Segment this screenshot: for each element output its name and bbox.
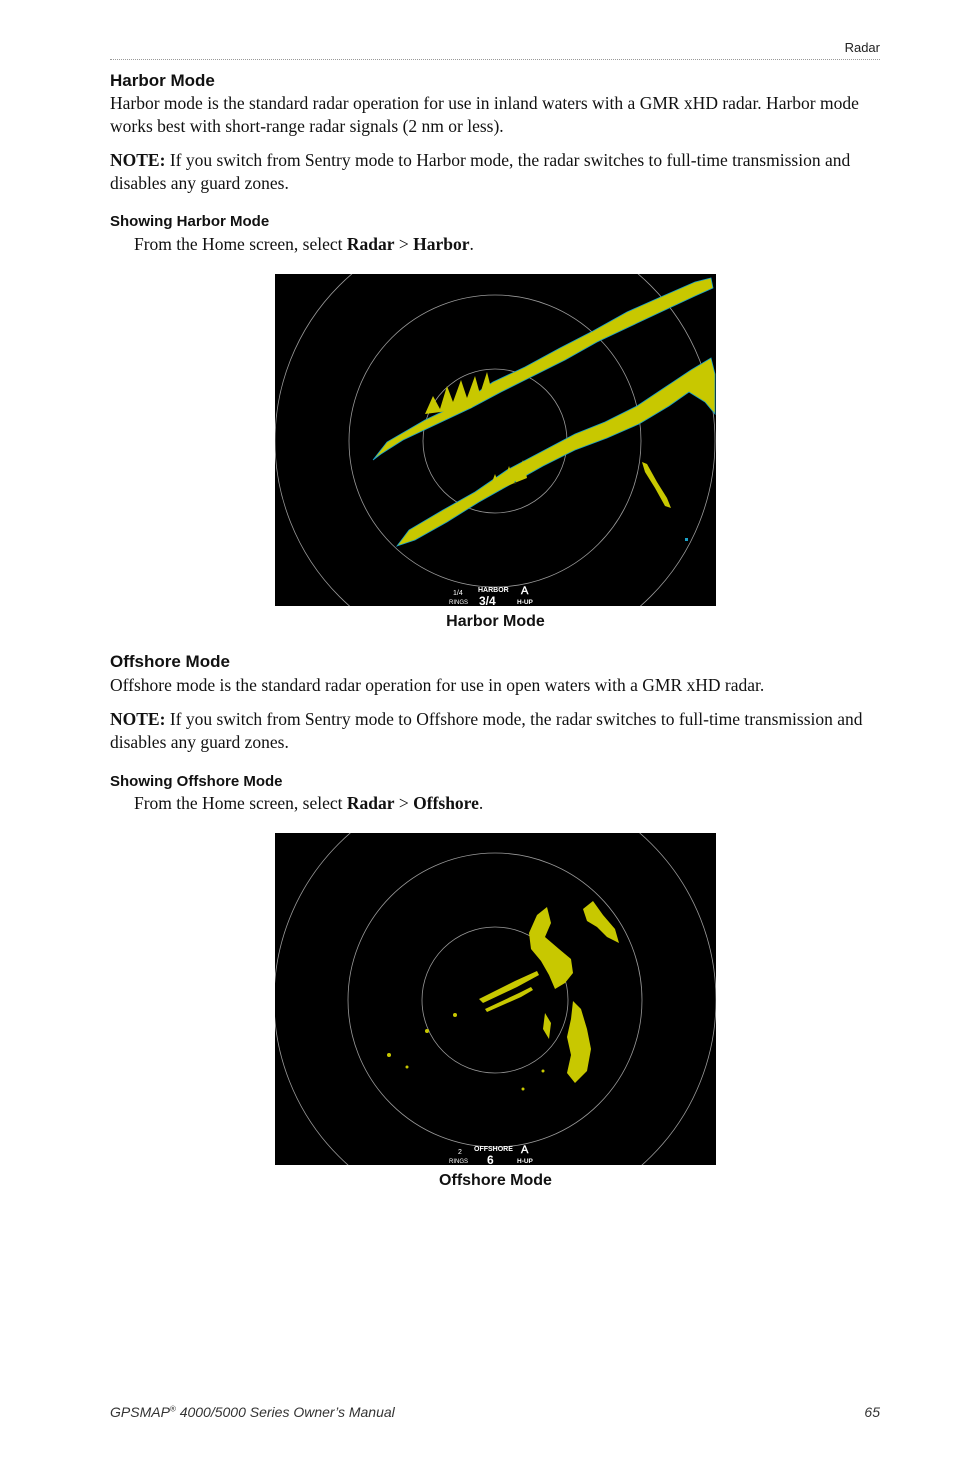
echo-coastline-upper: [373, 278, 713, 460]
range-ring-outer: [275, 274, 715, 606]
harbor-step-sep: >: [394, 234, 414, 254]
harbor-step-menu-radar: Radar: [346, 234, 395, 254]
echo-dot: [542, 1070, 545, 1073]
hud-mode-letter: A: [521, 585, 529, 597]
echo-dot: [685, 538, 688, 541]
hud-rings-label: RINGS: [449, 1159, 469, 1165]
hud-range: 3/4: [479, 594, 496, 606]
hud-orientation: H-UP: [517, 1158, 533, 1165]
echo-dot: [406, 1066, 409, 1069]
harbor-step-menu-harbor: Harbor: [413, 234, 470, 254]
echo-dot: [522, 1088, 525, 1091]
offshore-paragraph: Offshore mode is the standard radar operation for use in open waters with a GMR xHD radar.: [110, 675, 765, 695]
offshore-heading: Offshore Mode: [110, 652, 230, 671]
offshore-note-text: If you switch from Sentry mode to Offshore mode, the radar switches to full-time transmission and disables any guard zones.: [110, 709, 863, 752]
offshore-subheading: Showing Offshore Mode: [110, 773, 283, 790]
harbor-subheading: Showing Harbor Mode: [110, 213, 270, 230]
footer-page-number: 65: [864, 1404, 880, 1420]
offshore-step-sep: >: [394, 793, 414, 813]
hud-mode: HARBOR: [478, 587, 509, 594]
offshore-step-menu-radar: Radar: [346, 793, 395, 813]
harbor-paragraph-wrap: [110, 92, 880, 138]
harbor-caption: Harbor Mode: [446, 613, 545, 630]
footer-manual-name: GPSMAP: [110, 1404, 170, 1420]
footer-manual-title: [110, 1404, 395, 1420]
harbor-hud: [449, 585, 534, 606]
offshore-step-end: .: [478, 793, 484, 813]
harbor-note-text: If you switch from Sentry mode to Harbor mode, the radar switches to full-time transmission and disables any guard zones.: [110, 150, 851, 193]
offshore-heading-wrap: [110, 652, 880, 672]
footer-registered-mark: ®: [169, 1404, 176, 1414]
offshore-step-prefix: From the Home screen, select: [134, 793, 347, 813]
harbor-note-label: NOTE:: [110, 150, 166, 170]
offshore-note: [110, 708, 880, 754]
offshore-radar-figure: [275, 833, 716, 1165]
harbor-note: [110, 149, 880, 195]
echo-dot: [425, 1029, 429, 1033]
harbor-step-end: .: [469, 234, 474, 254]
range-ring-outer: [275, 833, 716, 1165]
offshore-step-menu-offshore: Offshore: [413, 793, 479, 813]
harbor-step: [110, 233, 880, 256]
offshore-subheading-wrap: [110, 773, 880, 791]
hud-orientation: H-UP: [517, 599, 533, 606]
footer-manual-rest: 4000/5000 Series Owner’s Manual: [175, 1404, 395, 1420]
echo-cluster-northeast: [583, 901, 619, 943]
range-ring-middle: [348, 853, 642, 1147]
offshore-hud: [449, 1144, 534, 1165]
harbor-step-prefix: From the Home screen, select: [134, 234, 347, 254]
echo-cluster-small: [543, 1013, 551, 1039]
hud-rings-value: 2: [458, 1149, 462, 1156]
echo-cluster-east: [567, 1001, 591, 1083]
harbor-subheading-wrap: [110, 213, 880, 231]
hud-mode-letter: A: [521, 1144, 529, 1156]
harbor-radar-figure: [275, 274, 716, 606]
harbor-radar-display: [275, 274, 716, 606]
echo-coastline-lower: [397, 358, 715, 546]
offshore-radar-display: [275, 833, 716, 1165]
hud-rings-value: 1/4: [453, 590, 463, 597]
offshore-paragraph-wrap: [110, 674, 880, 697]
running-header: Radar: [844, 40, 880, 55]
hud-range: 6: [487, 1153, 494, 1165]
hud-mode: OFFSHORE: [474, 1146, 513, 1153]
offshore-caption: Offshore Mode: [439, 1172, 552, 1189]
echo-spikes-upper: [425, 372, 491, 414]
header-divider: [110, 59, 880, 60]
offshore-step: [110, 792, 880, 815]
echo-target-right: [642, 462, 671, 508]
offshore-note-label: NOTE:: [110, 709, 166, 729]
echo-dot: [453, 1013, 457, 1017]
harbor-heading-wrap: [110, 71, 880, 91]
echo-dot: [387, 1053, 391, 1057]
harbor-heading: Harbor Mode: [110, 71, 215, 90]
hud-rings-label: RINGS: [449, 600, 469, 606]
harbor-paragraph: Harbor mode is the standard radar operation for use in inland waters with a GMR xHD radar. Harbor mode works best with short-range radar signals (2 nm or less).: [110, 93, 859, 136]
